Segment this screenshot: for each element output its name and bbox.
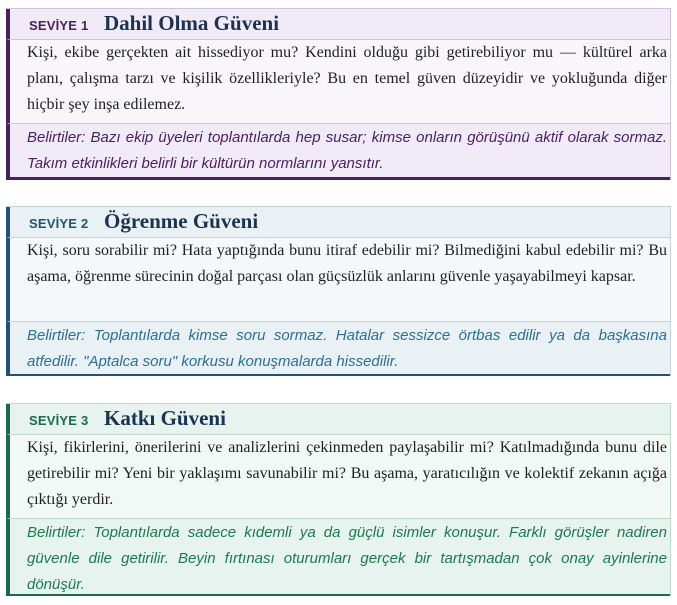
level-3-title: Katkı Güveni bbox=[104, 406, 226, 430]
level-3-description: Kişi, fikirlerini, önerilerini ve analizlerini çekinmeden paylaşabilir mi? Katılmadığında bunu dile getirebilir mi? Yeni bir yaklaşımı savunabilir mi? Bu aşama, yaratıcılığın ve kolektif zekanın açığa çıktığı yerdir. bbox=[27, 439, 667, 508]
level-1-description: Kişi, ekibe gerçekten ait hissediyor mu? Kendini olduğu gibi getirebiliyor mu — kültürel arka planı, çalışma tarzı ve kişilik özellikleriyle? Bu en temel güven düzeyidir ve yokluğunda diğer hiçbir şey inşa edilemez. bbox=[27, 44, 667, 113]
level-1-title: Dahil Olma Güveni bbox=[104, 11, 280, 35]
level-1-header bbox=[6, 8, 671, 39]
level-2-description: Kişi, soru sorabilir mi? Hata yaptığında bunu itiraf edebilir mi? Bilmediğini kabul edebilir mi? Bu aşama, öğrenme sürecinin doğal parçası olan güçsüzlük anlarını güvenle yaşayabilmeyi kapsar. bbox=[27, 242, 667, 285]
level-2-signs-box bbox=[6, 321, 671, 376]
level-1-tag: SEVİYE 1 bbox=[29, 18, 89, 33]
level-1-section bbox=[6, 8, 671, 180]
level-2-description-box bbox=[6, 237, 671, 321]
level-3-header bbox=[6, 403, 671, 434]
level-2-section bbox=[6, 206, 671, 376]
level-1-description-box bbox=[6, 39, 671, 123]
level-3-signs: Belirtiler: Toplantılarda sadece kıdemli ya da güçlü isimler konuşur. Farklı görüşler nadiren güvenle dile getirilir. Beyin fırtınası oturumları gerçek bir tartışmadan çok onay ayinlerine dönüşür. bbox=[27, 524, 667, 593]
level-3-section bbox=[6, 403, 671, 596]
level-1-signs: Belirtiler: Bazı ekip üyeleri toplantılarda hep susar; kimse onların görüşünü aktif olarak sormaz. Takım etkinlikleri belirli bir kültürün normlarını yansıtır. bbox=[27, 129, 667, 172]
level-2-tag: SEVİYE 2 bbox=[29, 216, 89, 231]
level-2-signs: Belirtiler: Toplantılarda kimse soru sormaz. Hatalar sessizce örtbas edilir ya da başkasına atfedilir. "Aptalca soru" korkusu konuşmalarda hissedilir. bbox=[27, 327, 667, 370]
level-2-header bbox=[6, 206, 671, 237]
level-3-signs-box bbox=[6, 518, 671, 596]
level-1-signs-box bbox=[6, 123, 671, 180]
level-3-description-box bbox=[6, 434, 671, 518]
level-2-title: Öğrenme Güveni bbox=[104, 209, 259, 233]
level-3-tag: SEVİYE 3 bbox=[29, 413, 89, 428]
